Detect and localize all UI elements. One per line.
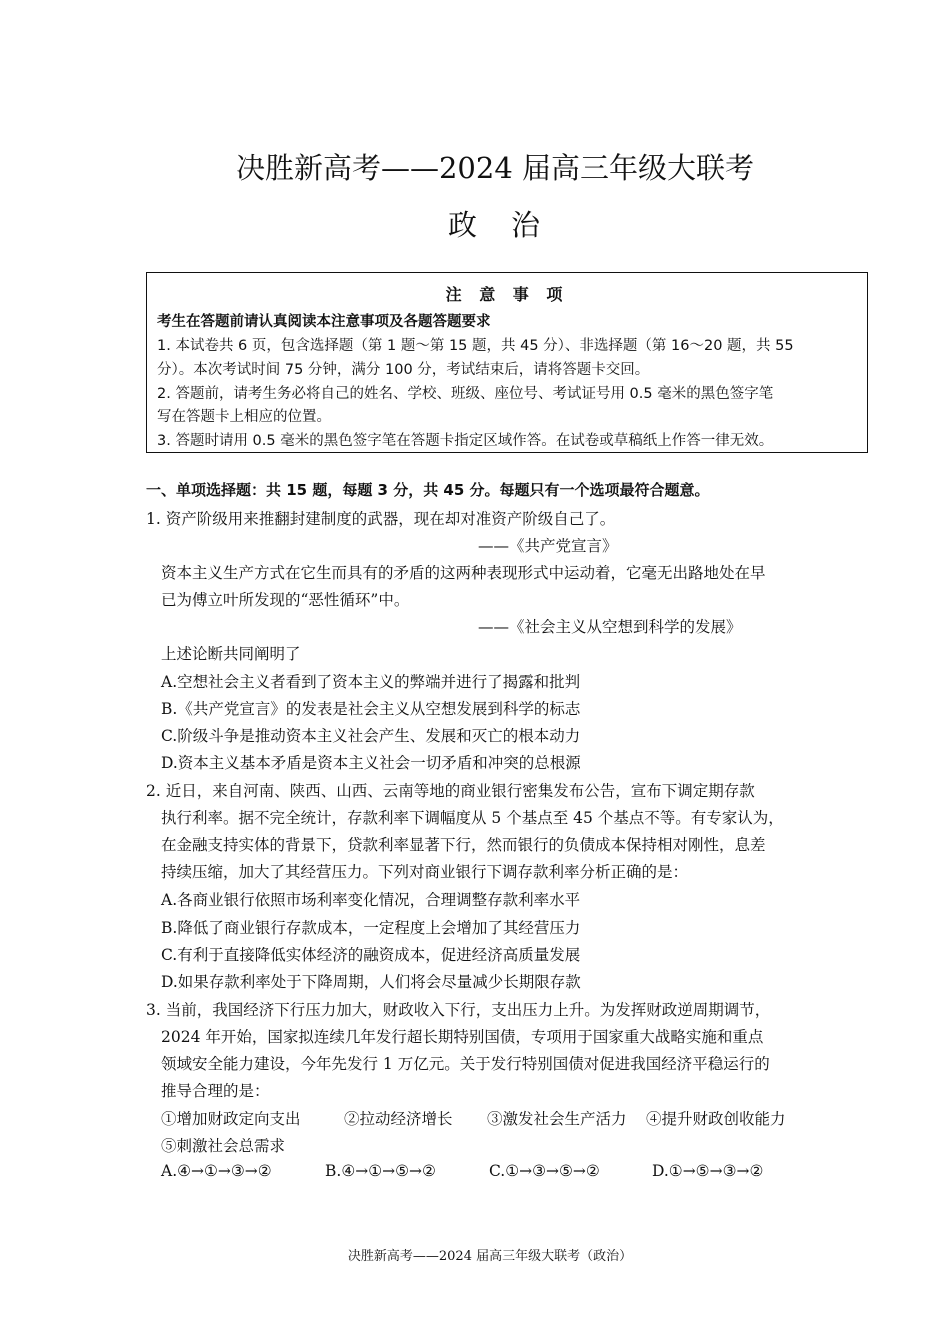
notice-title: 注 意 事 项 <box>445 285 569 304</box>
section-heading: 一、单项选择题：共 15 题，每题 3 分，共 45 分。每题只有一个选项最符合题意。 <box>146 481 710 499</box>
q3-item-5: ⑤刺激社会总需求 <box>161 1137 286 1155</box>
q3-stem-line: 推导合理的是： <box>161 1082 270 1100</box>
q1-prompt: 上述论断共同阐明了 <box>161 645 301 663</box>
q3-item-3: ③激发社会生产活力 <box>487 1110 627 1128</box>
q2-stem-line: 持续压缩，加大了其经营压力。下列对商业银行下调存款利率分析正确的是： <box>161 863 689 881</box>
q2-stem-line: 执行利率。据不完全统计，存款利率下调幅度从 5 个基点至 45 个基点不等。有专家认为， <box>161 809 784 827</box>
subject-title <box>0 203 950 244</box>
page-footer: 决胜新高考——2024 届高三年级大联考（政治） <box>347 1249 633 1264</box>
notice-box <box>146 272 868 453</box>
q1-source-2: ——《社会主义从空想到科学的发展》 <box>478 618 742 636</box>
subject-char-2: 治 <box>511 208 543 242</box>
q1-quote-line: 已为傅立叶所发现的“恶性循环”中。 <box>161 591 410 609</box>
q3-option-d: D.①→⑤→③→② <box>652 1162 764 1180</box>
notice-line: 2. 答题前，请考生务必将自己的姓名、学校、班级、座位号、考试证号用 0.5 毫米的黑色签字笔 <box>157 386 774 402</box>
q1-quote-line: 资本主义生产方式在它生而具有的矛盾的这两种表现形式中运动着，它毫无出路地处在早 <box>161 564 766 582</box>
q3-stem-line: 3. 当前，我国经济下行压力加大，财政收入下行，支出压力上升。为发挥财政逆周期调节， <box>146 1001 771 1019</box>
q3-stem-line: 领域安全能力建设，今年先发行 1 万亿元。关于发行特别国债对促进我国经济平稳运行的 <box>161 1055 770 1073</box>
q3-item-1: ①增加财政定向支出 <box>161 1110 301 1128</box>
q3-option-a: A.④→①→③→② <box>161 1162 272 1180</box>
q1-option-a: A.空想社会主义者看到了资本主义的弊端并进行了揭露和批判 <box>161 673 581 691</box>
q2-option-a: A.各商业银行依照市场利率变化情况，合理调整存款利率水平 <box>161 891 581 909</box>
subject-char-1: 政 <box>447 208 479 242</box>
q2-stem-line: 在金融支持实体的背景下，贷款利率显著下行，然而银行的负债成本保持相对刚性，息差 <box>161 836 766 854</box>
q3-stem-line: 2024 年开始，国家拟连续几年发行超长期特别国债，专项用于国家重大战略实施和重点 <box>161 1028 764 1046</box>
q2-stem-line: 2. 近日，来自河南、陕西、山西、云南等地的商业银行密集发布公告，宣布下调定期存款 <box>146 782 755 800</box>
q3-item-2: ②拉动经济增长 <box>344 1110 453 1128</box>
notice-line-intro: 考生在答题前请认真阅读本注意事项及各题答题要求 <box>157 314 491 330</box>
q2-option-b: B.降低了商业银行存款成本，一定程度上会增加了其经营压力 <box>161 919 581 937</box>
notice-line: 1. 本试卷共 6 页，包含选择题（第 1 题～第 15 题，共 45 分）、非选择题（第 16～20 题，共 55 <box>157 338 794 354</box>
q1-stem: 1. 资产阶级用来推翻封建制度的武器，现在却对准资产阶级自己了。 <box>146 510 616 528</box>
q3-option-b: B.④→①→⑤→② <box>325 1162 436 1180</box>
page-title: 决胜新高考——2024 届高三年级大联考 <box>235 151 755 185</box>
q1-source-1: ——《共产党宣言》 <box>478 537 618 555</box>
q1-option-b: B.《共产党宣言》的发表是社会主义从空想发展到科学的标志 <box>161 700 581 718</box>
q2-option-c: C.有利于直接降低实体经济的融资成本，促进经济高质量发展 <box>161 946 581 964</box>
notice-line: 写在答题卡上相应的位置。 <box>157 409 331 425</box>
q2-option-d: D.如果存款利率处于下降周期，人们将会尽量减少长期限存款 <box>161 973 581 991</box>
q1-option-c: C.阶级斗争是推动资本主义社会产生、发展和灭亡的根本动力 <box>161 727 581 745</box>
q1-option-d: D.资本主义基本矛盾是资本主义社会一切矛盾和冲突的总根源 <box>161 754 581 772</box>
notice-line: 分）。本次考试时间 75 分钟，满分 100 分，考试结束后，请将答题卡交回。 <box>157 362 650 378</box>
notice-line: 3. 答题时请用 0.5 毫米的黑色签字笔在答题卡指定区域作答。在试卷或草稿纸上作答一律无效。 <box>157 433 774 449</box>
q3-option-c: C.①→③→⑤→② <box>489 1162 600 1180</box>
q3-item-4: ④提升财政创收能力 <box>646 1110 786 1128</box>
